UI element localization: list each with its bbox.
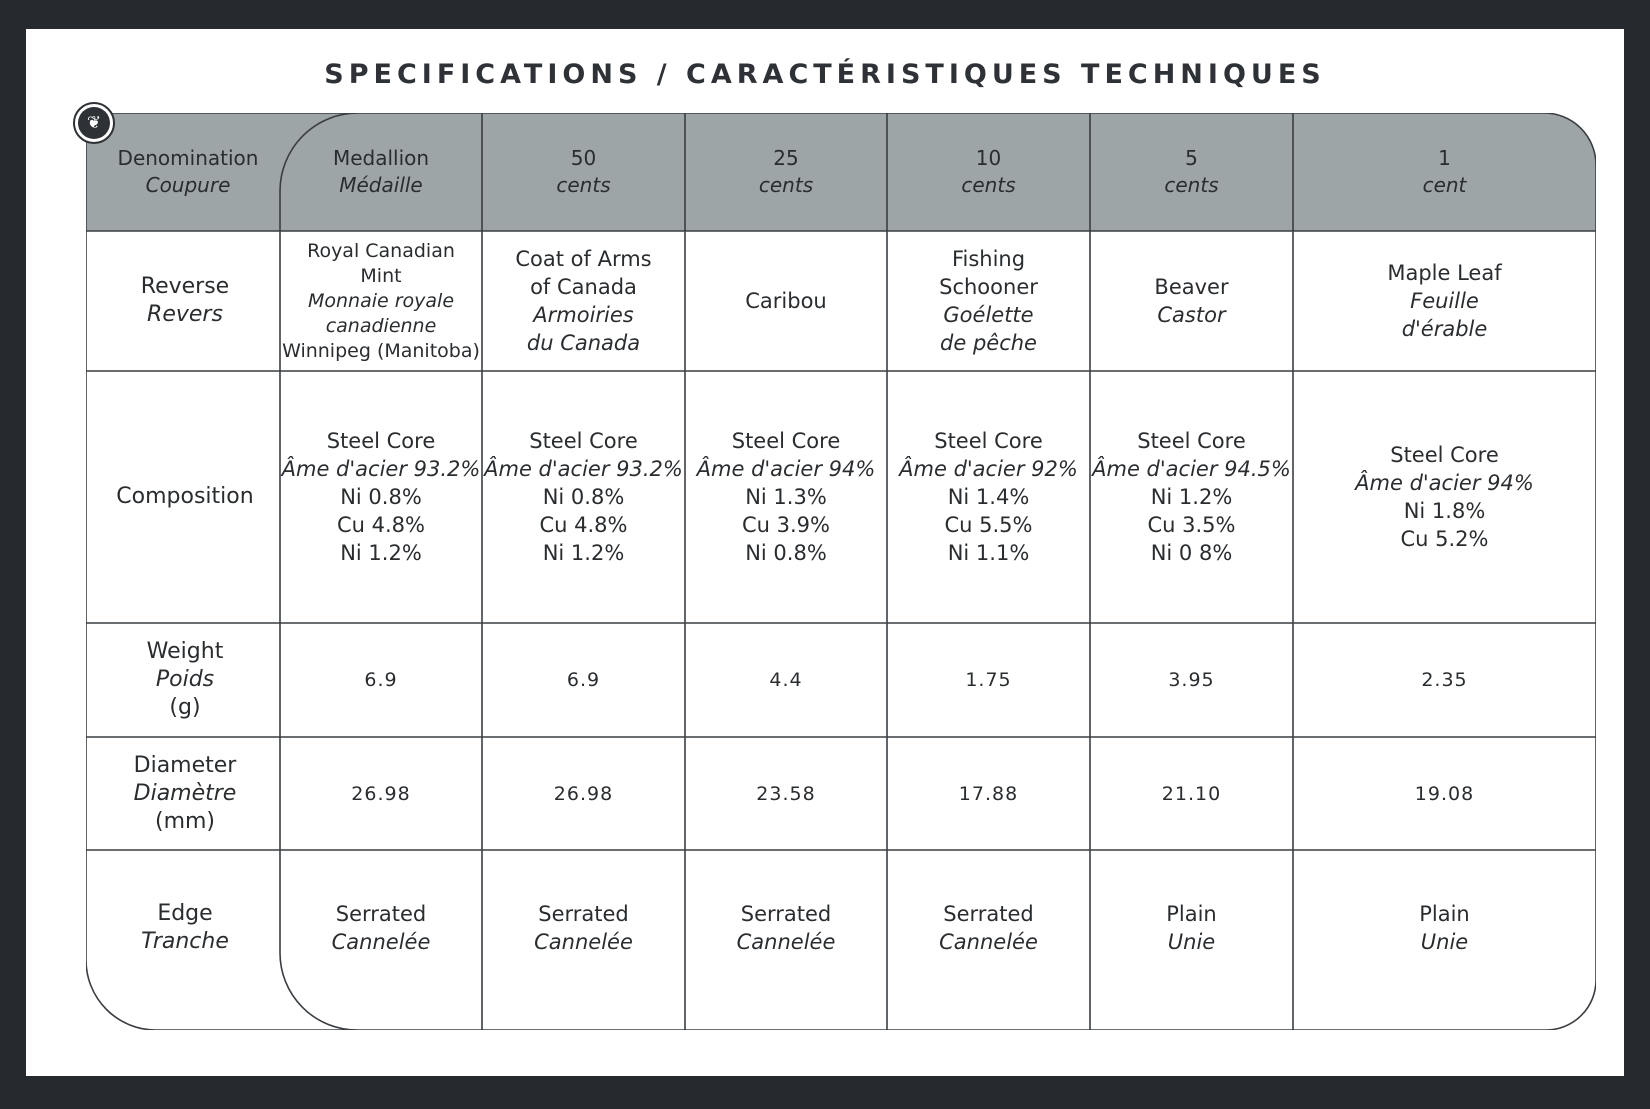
cell-text: 6.9 (566, 669, 601, 691)
cell-text: 10 (975, 146, 1002, 170)
cell-text: Steel Core (1390, 443, 1499, 467)
cell-edge (887, 850, 1090, 1005)
label-text-fr: Diamètre (133, 780, 237, 806)
cell-diameter (1090, 737, 1293, 850)
cell-text: Castor (1157, 303, 1226, 327)
cell-reverse (685, 231, 887, 371)
cell-text: Maple Leaf (1387, 261, 1502, 285)
cell-diameter (280, 737, 482, 850)
cell-text: Schooner (939, 275, 1038, 299)
cell-text: Cannelée (939, 929, 1038, 954)
cell-denomination (887, 113, 1090, 231)
cell-text: Cu 5.5% (944, 513, 1033, 537)
cell-text: cents (1164, 173, 1219, 197)
label-text-fr: Coupure (145, 173, 231, 197)
cell-composition (887, 371, 1090, 623)
cell-text: 19.08 (1414, 782, 1475, 805)
label-composition (86, 371, 284, 623)
cell-text: de pêche (940, 331, 1037, 355)
cell-text: Âme d'acier 94.5% (1092, 457, 1291, 481)
cell-diameter (685, 737, 887, 850)
cell-edge (482, 850, 685, 1005)
label-text: Denomination (117, 146, 259, 170)
cell-text: Âme d'acier 92% (899, 457, 1078, 481)
cell-edge (1090, 850, 1293, 1005)
cell-text: 1.75 (965, 669, 1012, 691)
cell-text: Steel Core (529, 429, 638, 453)
cell-text: 25 (773, 146, 799, 170)
page-title: SPECIFICATIONS / CARACTÉRISTIQUES TECHNIQUES (324, 59, 1326, 90)
cell-text: Serrated (740, 901, 832, 926)
label-text-fr: Tranche (141, 928, 229, 954)
cell-text: Cannelée (331, 929, 431, 954)
cell-reverse (482, 231, 685, 371)
cell-text: cents (758, 173, 814, 197)
cell-text: Unie (1420, 929, 1469, 954)
cell-text: 6.9 (364, 669, 398, 691)
cell-text: Ni 0.8% (745, 541, 827, 565)
cell-text: 50 (570, 146, 597, 170)
cell-weight (685, 623, 887, 737)
cell-text: Ni 0 8% (1150, 541, 1233, 565)
cell-composition (482, 371, 685, 623)
maple-leaf-icon: ❦ (78, 107, 110, 139)
spec-card (26, 29, 1624, 1076)
cell-reverse (887, 231, 1090, 371)
cell-text: Ni 1.8% (1403, 499, 1486, 523)
cell-text: of Canada (530, 275, 637, 299)
label-text: Composition (116, 484, 254, 509)
cell-text: 21.10 (1161, 782, 1222, 805)
cell-composition (280, 371, 482, 623)
cell-text: Beaver (1154, 275, 1229, 299)
cell-diameter (887, 737, 1090, 850)
cell-text: 2.35 (1421, 669, 1468, 691)
cell-text: 26.98 (553, 782, 614, 805)
cell-edge (685, 850, 887, 1005)
cell-reverse (1090, 231, 1293, 371)
cell-text: Ni 0.8% (542, 485, 625, 509)
cell-text: d'érable (1401, 317, 1488, 341)
cell-text: Steel Core (326, 429, 436, 453)
cell-text: Ni 1.4% (947, 485, 1030, 509)
cell-text: Armoiries (533, 303, 634, 327)
cell-text: 26.98 (351, 782, 411, 805)
cell-text: Cu 3.9% (742, 513, 830, 537)
cell-text: Ni 1.3% (745, 485, 827, 509)
label-text: Edge (157, 900, 213, 926)
cell-text: Plain (1166, 901, 1217, 926)
cell-edge (1293, 850, 1596, 1005)
cell-text: Ni 0.8% (340, 485, 422, 509)
cell-text: Cu 5.2% (1400, 527, 1489, 551)
label-weight (86, 623, 284, 737)
cell-text: Feuille (1410, 289, 1479, 313)
cell-text: cents (961, 173, 1016, 197)
label-text: Weight (146, 639, 224, 664)
cell-denomination (1293, 113, 1596, 231)
cell-text: Ni 1.2% (340, 541, 422, 565)
cell-text: Âme d'acier 94% (1355, 471, 1534, 495)
cell-text: Mint (360, 264, 402, 287)
cell-text: 5 (1185, 146, 1198, 170)
cell-text: Ni 1.2% (1150, 485, 1233, 509)
cell-reverse (280, 231, 482, 371)
cell-text: Serrated (335, 901, 427, 926)
cell-denomination (482, 113, 685, 231)
specifications-table (86, 113, 1596, 1030)
label-text-fr: Revers (147, 302, 223, 327)
cell-text: du Canada (526, 331, 641, 355)
cell-text: cents (556, 173, 611, 197)
cell-text: Coat of Arms (515, 247, 652, 271)
cell-text: Âme d'acier 93.2% (484, 457, 683, 481)
cell-edge (280, 850, 482, 1005)
cell-text: Âme d'acier 94% (696, 457, 876, 481)
cell-text: 1 (1438, 146, 1451, 170)
cell-text: Winnipeg (Manitoba) (282, 339, 480, 362)
cell-text: 23.58 (756, 782, 816, 805)
cell-text: Ni 1.2% (542, 541, 625, 565)
cell-text: Cu 4.8% (337, 513, 425, 537)
label-text: Reverse (140, 274, 230, 299)
cell-weight (887, 623, 1090, 737)
label-edge (86, 850, 284, 1005)
cell-text: Caribou (745, 289, 827, 313)
cell-text: 4.4 (769, 669, 803, 691)
cell-weight (280, 623, 482, 737)
cell-diameter (1293, 737, 1596, 850)
cell-composition (685, 371, 887, 623)
cell-text: Fishing (951, 247, 1026, 271)
cell-text: Unie (1167, 929, 1216, 954)
label-reverse (86, 231, 284, 371)
label-diameter (86, 737, 284, 850)
cell-text: Steel Core (731, 429, 841, 453)
label-text-fr: Poids (155, 667, 215, 692)
cell-text: 17.88 (958, 782, 1019, 805)
cell-text: Plain (1419, 901, 1470, 926)
cell-text: Monnaie royale (307, 289, 455, 312)
cell-weight (1090, 623, 1293, 737)
cell-text: Âme d'acier 93.2% (281, 457, 481, 481)
cell-text: Steel Core (1137, 429, 1246, 453)
cell-text: cent (1422, 173, 1467, 197)
label-text: Diameter (133, 752, 237, 778)
cell-text: Steel Core (934, 429, 1043, 453)
cell-text: Medallion (332, 146, 430, 170)
cell-text: Cu 3.5% (1147, 513, 1236, 537)
cell-diameter (482, 737, 685, 850)
cell-text: Serrated (538, 901, 629, 926)
label-denomination (86, 113, 290, 231)
cell-composition (1090, 371, 1293, 623)
mint-logo (73, 102, 115, 144)
cell-text: Serrated (943, 901, 1034, 926)
cell-text: Royal Canadian (307, 239, 455, 262)
cell-denomination (280, 113, 482, 231)
cell-text: canadienne (325, 314, 437, 337)
cell-reverse (1293, 231, 1596, 371)
cell-composition (1293, 371, 1596, 623)
cell-text: 3.95 (1168, 669, 1215, 691)
cell-text: Médaille (339, 173, 423, 197)
cell-text: Cannelée (736, 929, 836, 954)
cell-text: Cu 4.8% (539, 513, 628, 537)
cell-weight (482, 623, 685, 737)
cell-denomination (1090, 113, 1293, 231)
cell-denomination (685, 113, 887, 231)
cell-text: Ni 1.1% (947, 541, 1030, 565)
cell-weight (1293, 623, 1596, 737)
label-unit: (mm) (154, 808, 216, 834)
cell-text: Goélette (943, 303, 1034, 327)
label-unit: (g) (169, 695, 201, 720)
cell-text: Cannelée (534, 929, 633, 954)
